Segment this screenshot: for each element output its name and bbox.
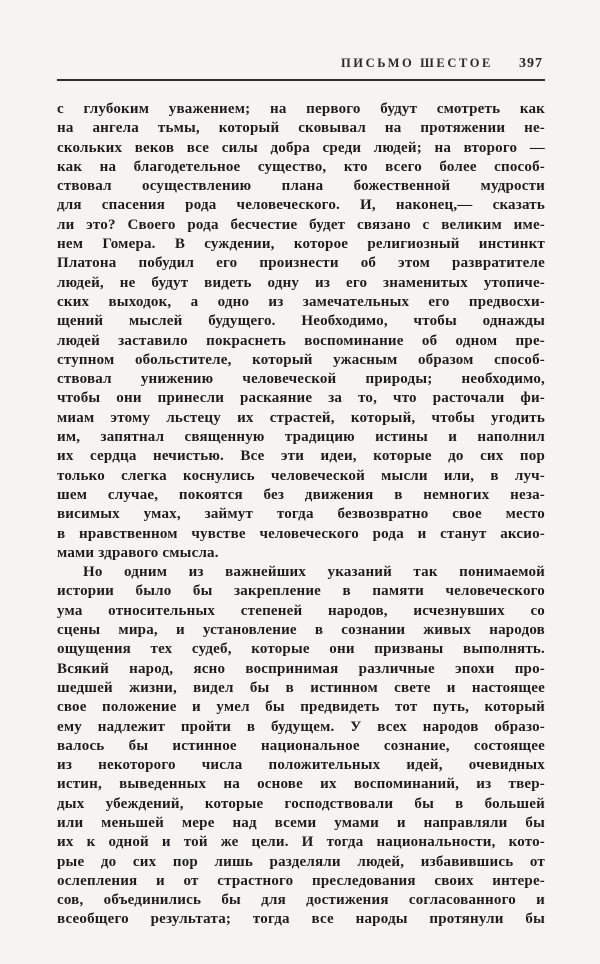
text-line: Платона побудил его произнести об этом развратителе xyxy=(57,255,545,272)
text-line: Но одним из важнейших указаний так понимаемой xyxy=(83,564,545,581)
text-line: для спасения рода человеческого. И, наконец,— сказать xyxy=(57,197,545,214)
running-title: ПИСЬМО ШЕСТОЕ xyxy=(340,56,493,70)
text-line: ощущения тех судеб, которые они призваны выполнять. xyxy=(57,641,545,658)
text-line: висимых умах, займут тогда безвозвратно свое место xyxy=(57,506,545,523)
text-line: ствовал унижению человеческой природы; необходимо, xyxy=(57,371,545,388)
paragraph xyxy=(57,100,545,563)
text-line: людей заставило покраснеть воспоминание об одном пре- xyxy=(57,332,545,349)
page-header xyxy=(57,56,545,72)
page-number: 397 xyxy=(519,56,543,71)
text-line: нем Гомера. В суждении, которое религиозный инстинкт xyxy=(57,236,545,253)
text-line: ступном обольстителе, который ужасным образом способ- xyxy=(57,351,545,368)
text-line: только слегка коснулись человеческой мысли или, в луч- xyxy=(57,467,545,484)
text-line: как на благодетельное существо, кто всего более способ- xyxy=(57,158,545,175)
text-line: их сердца нечистью. Все эти идеи, которые до сих пор xyxy=(57,448,545,465)
text-line: им, запятнал священную традицию истины и наполнил xyxy=(57,429,545,446)
text-line: сцены мира, и установление в сознании живых народов xyxy=(57,622,545,639)
text-line: рые до сих пор лишь разделяли людей, избавившись от xyxy=(57,853,545,870)
text-line: или меньшей мере над всеми умами и направляли бы xyxy=(57,814,545,831)
text-line: ему надлежит пройти в будущем. У всех народов образо- xyxy=(57,718,545,735)
text-line: из некоторого числа положительных идей, очевидных xyxy=(57,757,545,774)
text-line: свое положение и умел бы предвидеть тот путь, который xyxy=(57,699,545,716)
text-line: ума относительных степеней народов, исчезнувших со xyxy=(57,602,545,619)
text-line: дых убеждений, которые господствовали бы в большей xyxy=(57,795,545,812)
text-line: истин, выведенных на основе их воспоминаний, из твер- xyxy=(57,776,545,793)
text-line: шем случае, покоятся без движения в немногих неза- xyxy=(57,486,545,503)
text-line: щений мыслей будущего. Необходимо, чтобы однажды xyxy=(57,313,545,330)
text-line: ли это? Своего рода бесчестие будет связано с великим име- xyxy=(57,216,545,233)
text-line: ствовал осуществлению плана божественной мудрости xyxy=(57,178,545,195)
text-line: миам этому льстецу их страстей, который, чтобы угодить xyxy=(57,409,545,426)
text-line: валось бы истинное национальное сознание, состоящее xyxy=(57,737,545,754)
header-rule xyxy=(57,79,545,81)
text-line: всеобщего результата; тогда все народы протянули бы xyxy=(57,911,545,928)
text-line: мами здравого смысла. xyxy=(57,544,219,561)
text-line: их к одной и той же цели. И тогда национальности, кото- xyxy=(57,834,545,851)
page-body xyxy=(57,100,545,930)
text-line: истории было бы закрепление в памяти человеческого xyxy=(57,583,545,600)
text-line: на ангела тьмы, который сковывал на протяжении не- xyxy=(57,120,545,137)
text-line: в нравственном чувстве человеческого рода и станут аксио- xyxy=(57,525,545,542)
text-line: скольких веков все силы добра среди людей; на второго — xyxy=(57,139,545,156)
text-line: чтобы они принесли раскаяние за то, что расточали фи- xyxy=(57,390,545,407)
text-line: шедшей жизни, видел бы в истинном свете и настоящее xyxy=(57,679,545,696)
text-line: с глубоким уважением; на первого будут смотреть как xyxy=(57,101,545,117)
text-line: ских выходок, а одно из замечательных его предвосхи- xyxy=(57,293,545,310)
paragraph xyxy=(57,563,545,930)
text-line: Всякий народ, ясно воспринимая различные эпохи про- xyxy=(57,660,545,677)
text-line: сов, объединились бы для достижения согласованного и xyxy=(57,892,545,909)
text-line: людей, не будут видеть одну из его знаменитых утопиче- xyxy=(57,274,545,291)
text-line: ослепления и от страстного преследования своих интере- xyxy=(57,872,545,889)
